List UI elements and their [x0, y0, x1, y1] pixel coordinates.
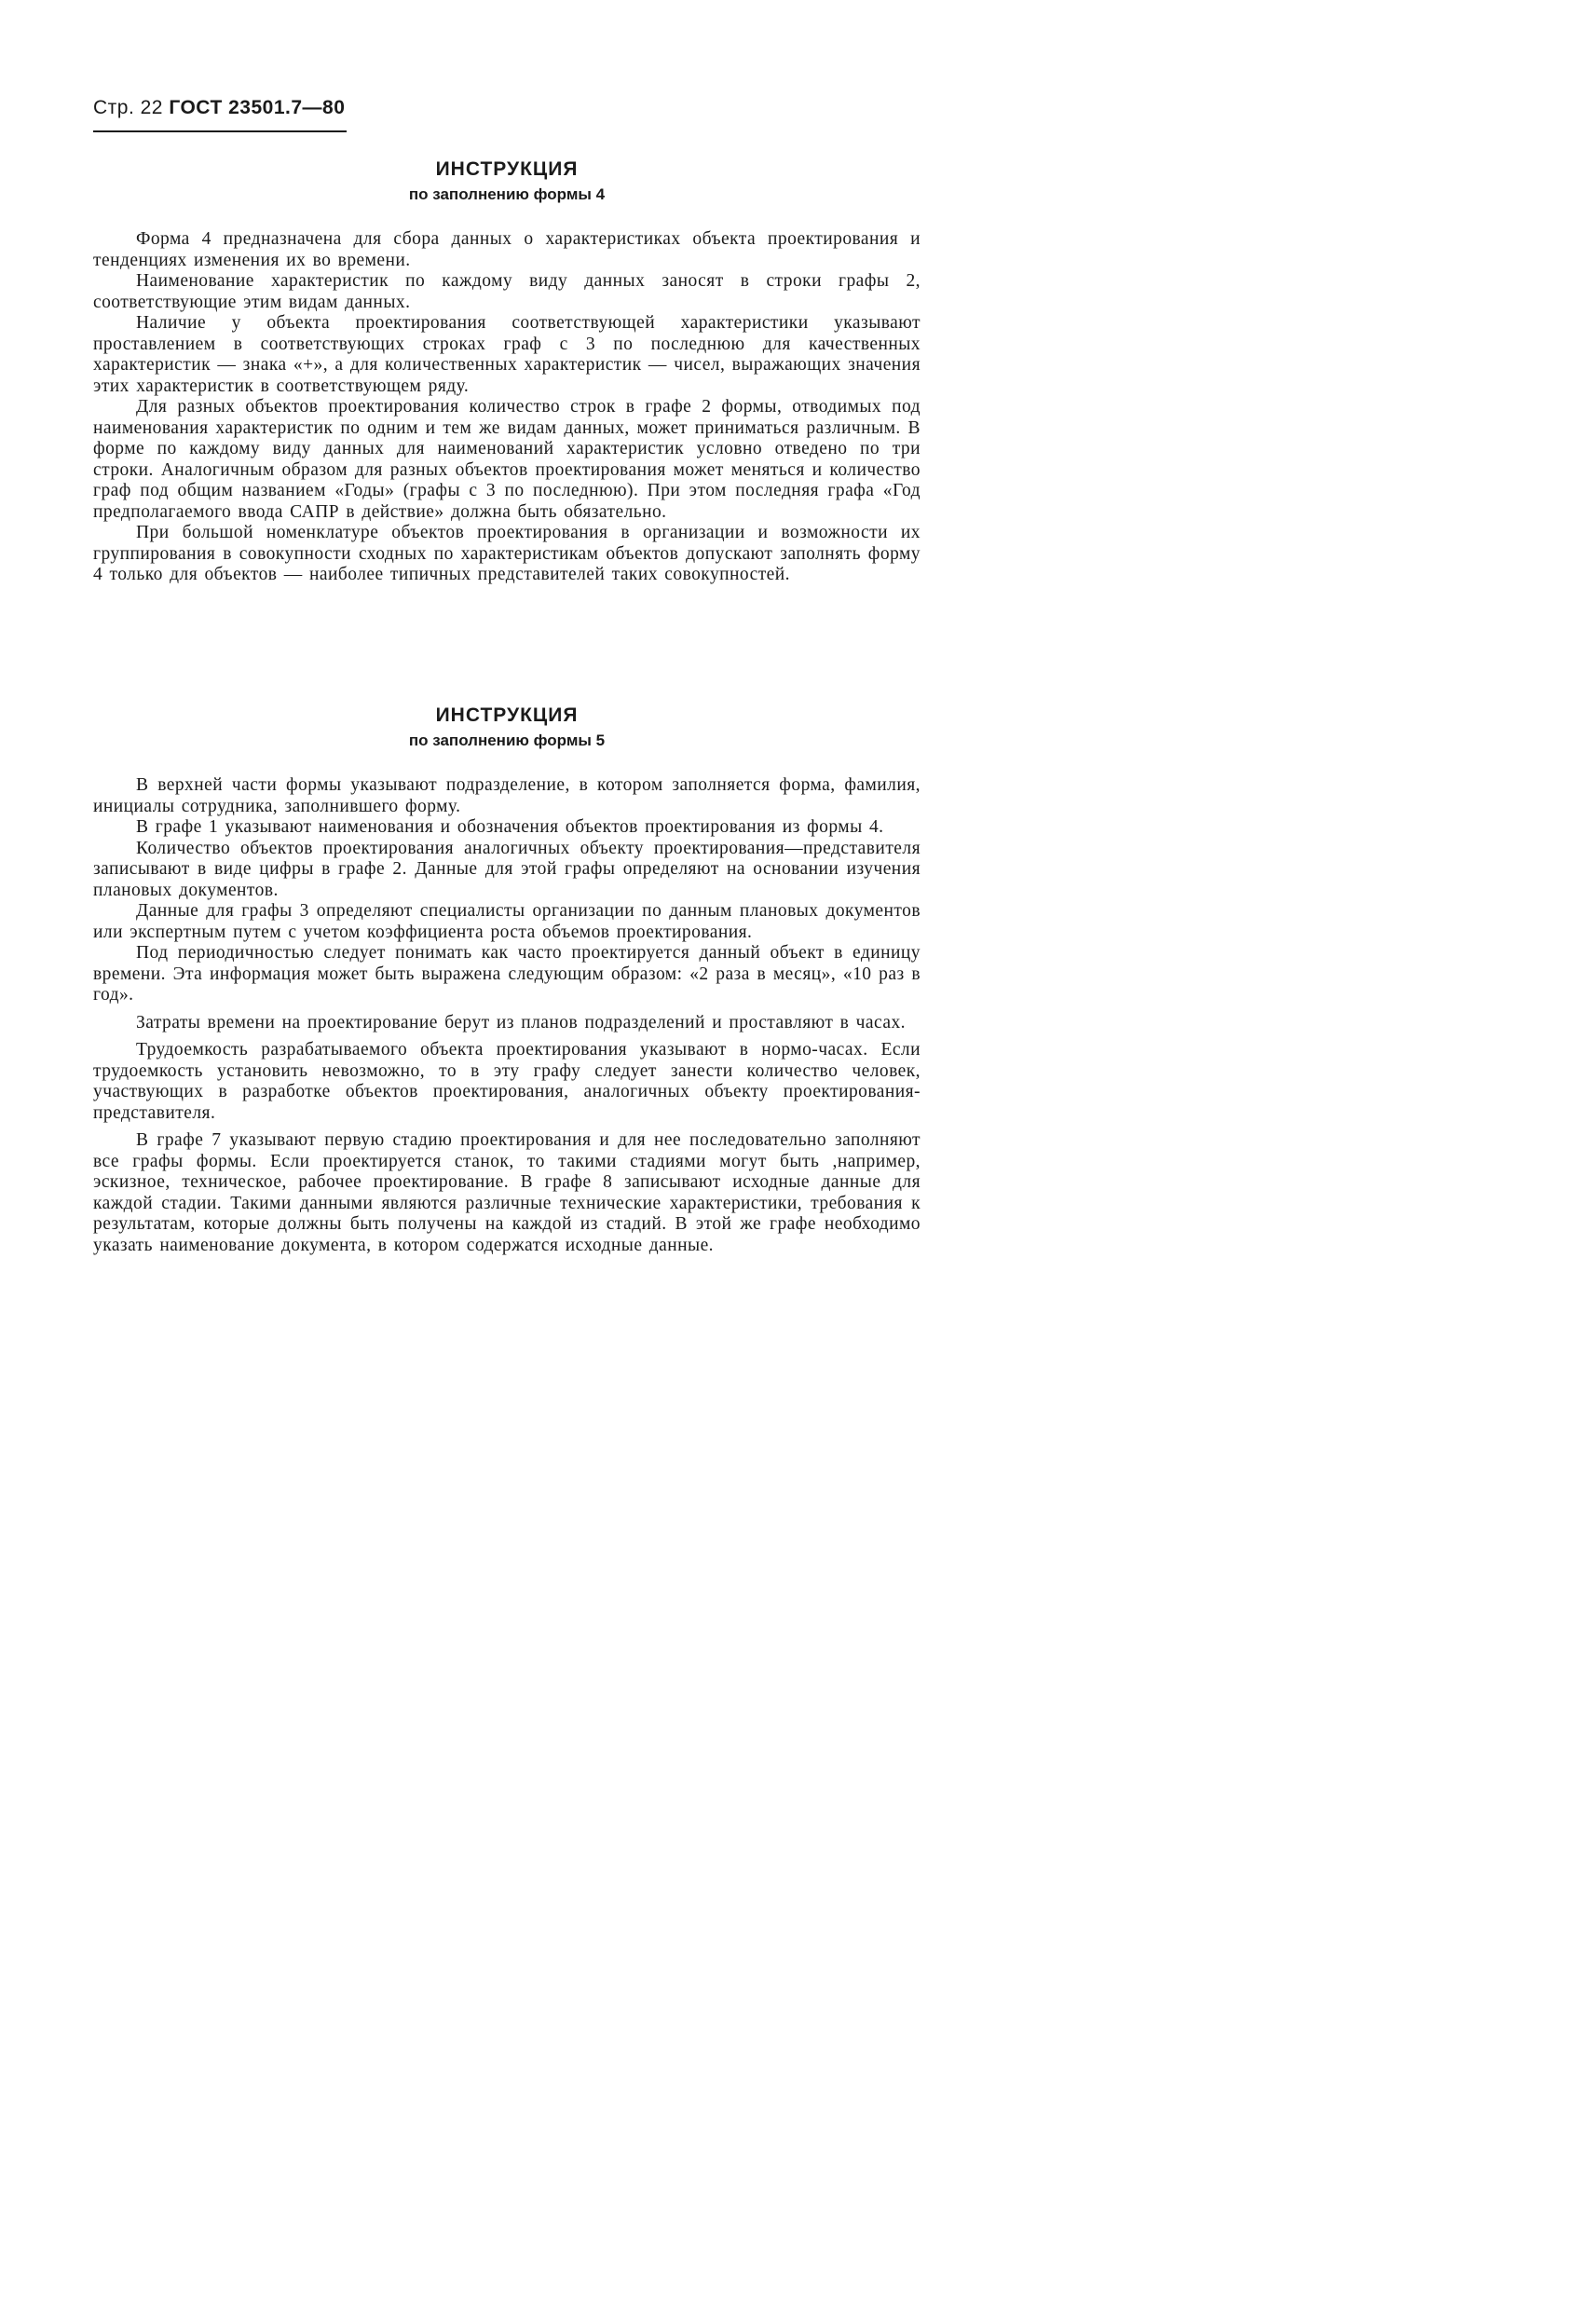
page-header: [93, 97, 347, 119]
standard-number: ГОСТ 23501.7—80: [169, 97, 346, 118]
section-title: ИНСТРУКЦИЯ: [435, 158, 579, 180]
paragraph: Форма 4 предназначена для сбора данных о характеристиках объекта проектирования и тенденциях изменения их во времени.: [93, 229, 921, 270]
paragraph: Под периодичностью следует понимать как часто проектируется данный объект в единицу времени. Эта информация может быть выражена следующим образом: «2 раза в месяц», «10 раз в год».: [93, 943, 921, 1005]
paragraph: Данные для графы 3 определяют специалисты организации по данным плановых документов или экспертным путем с учетом коэффициента роста объемов проектирования.: [93, 901, 921, 942]
paragraph: Наличие у объекта проектирования соответствующей характеристики указывают проставлением в соответствующих строках граф с 3 по последнюю для качественных характеристик — знака «+», а для количественных характеристик — чисел, выражающих значения этих характеристик в соответствующем ряду.: [93, 313, 921, 396]
paragraph: Наименование характеристик по каждому виду данных заносят в строки графы 2, соответствующие этим видам данных.: [93, 271, 921, 312]
paragraph: В верхней части формы указывают подразделение, в котором заполняется форма, фамилия, инициалы сотрудника, заполнившего форму.: [93, 775, 921, 816]
paragraph: В графе 1 указывают наименования и обозначения объектов проектирования из формы 4.: [136, 817, 884, 837]
paragraph: При большой номенклатуре объектов проектирования в организации и возможности их группирования в совокупности сходных по характеристикам объектов допускают заполнять форму 4 только для объектов — наиболее типичных представителей таких совокупностей.: [93, 523, 921, 584]
header-rule: [93, 130, 347, 132]
section-title: ИНСТРУКЦИЯ: [435, 704, 579, 726]
paragraph: Трудоемкость разрабатываемого объекта проектирования указывают в нормо-часах. Если трудоемкость установить невозможно, то в эту графу следует занести количество человек, участвующих в разработке объектов проектирования, аналогичных объекту проектирования-представителя.: [93, 1040, 921, 1123]
instruction-form-4: [93, 157, 921, 586]
paragraph: Затраты времени на проектирование берут из планов подразделений и проставляют в часах.: [136, 1012, 906, 1032]
paragraph: В графе 7 указывают первую стадию проектирования и для нее последовательно заполняют все графы формы. Если проектируется станок, то такими стадиями могут быть ,например, эскизное, техническое, рабочее проектирование. В графе 8 записывают исходные данные для каждой стадии. Такими данными являются различные технические характеристики, требования к результатам, которые должны быть получены на каждой из стадий. В этой же графе необходимо указать наименование документа, в котором содержатся исходные данные.: [93, 1130, 921, 1255]
section-subtitle: по заполнению формы 4: [408, 185, 606, 203]
section-subtitle: по заполнению формы 5: [408, 732, 606, 749]
paragraph: Для разных объектов проектирования количество строк в графе 2 формы, отводимых под наименования характеристик по одним и тем же видам данных, может приниматься различным. В форме по каждому виду данных для наименований характеристик условно отведено по три строки. Аналогичным образом для разных объектов проектирования может меняться и количество граф под общим названием «Годы» (графы с 3 по последнюю). При этом последняя графа «Год предполагаемого ввода САПР в действие» должна быть обязательно.: [93, 397, 921, 522]
page-number: Стр. 22: [93, 97, 163, 118]
instruction-form-5: [93, 703, 921, 1256]
paragraph: Количество объектов проектирования аналогичных объекту проектирования—представителя записывают в виде цифры в графе 2. Данные для этой графы определяют на основании изучения плановых документов.: [93, 838, 921, 900]
